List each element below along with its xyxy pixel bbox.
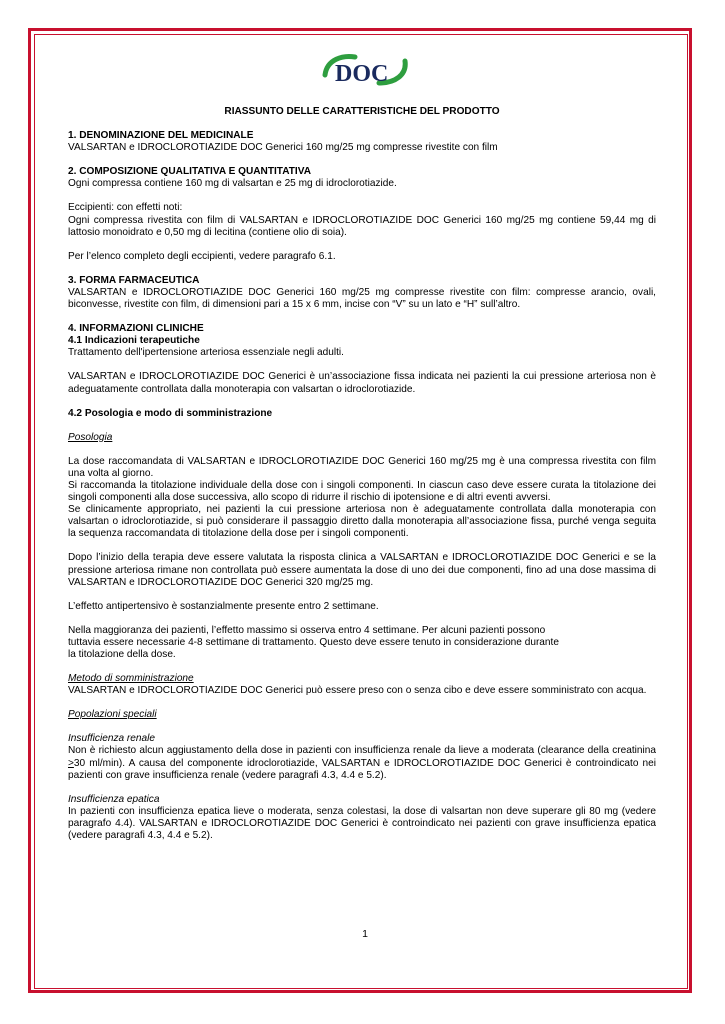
- section-4-1-heading: 4.1 Indicazioni terapeutiche: [68, 335, 200, 347]
- after-start-paragraph: Dopo l’inizio della terapia deve essere valutata la risposta clinica a VALSARTAN e IDROCLOROTIAZIDE DOC Generici e se la pressione arteriosa rimane non controllata può essere aumentata la dose di uno dei due componenti, fino ad una dose massima di VALSARTAN e IDROCLOROTIAZIDE DOC Generici 320 mg/25 mg.: [68, 552, 656, 588]
- logo-text: DOC: [335, 61, 389, 87]
- section-4-2-heading: 4.2 Posologia e modo di somministrazione: [68, 407, 273, 419]
- excipients-reference: Per l’elenco completo degli eccipienti, vedere paragrafo 6.1.: [68, 250, 336, 262]
- administration-heading: Metodo di somministrazione: [68, 673, 194, 685]
- section-2-heading: 2. COMPOSIZIONE QUALITATIVA E QUANTITATIVA: [68, 166, 311, 178]
- majority-line-2: tuttavia essere necessarie 4-8 settimane di trattamento. Questo deve essere tenuto in considerazione durante: [68, 636, 559, 648]
- section-1-text: VALSARTAN e IDROCLOROTIAZIDE DOC Generici 160 mg/25 mg compresse rivestite con film: [68, 142, 498, 154]
- renal-ge-symbol: >: [68, 757, 74, 769]
- special-populations-heading: Popolazioni speciali: [68, 709, 157, 721]
- excipients-text: Ogni compressa rivestita con film di VALSARTAN e IDROCLOROTIAZIDE DOC Generici 160 mg/25 mg contiene 59,44 mg di lattosio monoidrato e 0,50 mg di lecitina (contiene olio di soia).: [68, 214, 656, 238]
- administration-paragraph: VALSARTAN e IDROCLOROTIAZIDE DOC Generici può essere preso con o senza cibo e deve essere somministrato con acqua.: [68, 685, 647, 697]
- section-3-heading: 3. FORMA FARMACEUTICA: [68, 274, 200, 286]
- excipients-label: Eccipienti: con effetti noti:: [68, 202, 183, 214]
- renal-heading: Insufficienza renale: [68, 733, 155, 745]
- posologia-heading: Posologia: [68, 431, 113, 443]
- document-body: [68, 106, 656, 842]
- indications-text-2: VALSARTAN e IDROCLOROTIAZIDE DOC Generici è un’associazione fissa indicata nei pazienti la cui pressione arteriosa non è adeguatamente controllata dalla monoterapia con valsartan o idroclorotiazide.: [68, 371, 656, 395]
- section-4-heading: 4. INFORMAZIONI CLINICHE: [68, 323, 204, 335]
- titration-paragraph: Si raccomanda la titolazione individuale della dose con i singoli componenti. In ciascun caso deve essere curata la titolazione dei singoli componenti alla dose successiva, allo scopo di ridurre il rischio di ipotensione e di altri eventi avversi.: [68, 479, 656, 504]
- clinical-paragraph: Se clinicamente appropriato, nei pazienti la cui pressione arteriosa non è adeguatamente controllata dalla monoterapia con valsartan o idroclorotiazide, si può considerare il passaggio diretto dalla monoterapia all’associazione fissa, purché venga seguita la sequenza raccomandata di titolazione della dose per i singoli componenti.: [68, 504, 656, 540]
- dose-paragraph: La dose raccomandata di VALSARTAN e IDROCLOROTIAZIDE DOC Generici 160 mg/25 mg è una compressa rivestita con film una volta al giorno.: [68, 455, 656, 479]
- section-1-heading: 1. DENOMINAZIONE DEL MEDICINALE: [68, 130, 254, 142]
- renal-text-a: Non è richiesto alcun aggiustamento della dose in pazienti con insufficienza renale da lieve a moderata (clearance della creatinina: [68, 745, 656, 757]
- section-3-text: VALSARTAN e IDROCLOROTIAZIDE DOC Generici 160 mg/25 mg compresse rivestite con film: compresse arancio, ovali, biconvesse, rivestite con film, di dimensioni pari a 15 x 6 mm, incise con “V” su un lato e “H” sull’altro.: [68, 286, 656, 311]
- hepatic-paragraph: In pazienti con insufficienza epatica lieve o moderata, senza colestasi, la dose di valsartan non deve superare gli 80 mg (vedere paragrafo 4.4). VALSARTAN e IDROCLOROTIAZIDE DOC Generici è controindicato nei pazienti con grave insufficienza epatica (vedere paragrafi 4.3, 4.4 e 5.2).: [68, 805, 656, 842]
- renal-text-b: 30 ml/min). A causa del componente idroclorotiazide, VALSARTAN e IDROCLOROTIAZIDE DOC Generici è controindicato nei pazienti con grave insufficienza renale (vedere paragrafi 4.3, 4.4 e 5.2).: [68, 757, 656, 781]
- renal-paragraph: [68, 745, 656, 781]
- majority-line-1: Nella maggioranza dei pazienti, l’effetto massimo si osserva entro 4 settimane. Per alcuni pazienti possono: [68, 624, 546, 636]
- majority-line-3: la titolazione della dose.: [68, 649, 176, 660]
- page-number: 1: [362, 928, 368, 940]
- effect-paragraph: L’effetto antipertensivo è sostanzialmente presente entro 2 settimane.: [68, 600, 379, 612]
- doc-logo: [321, 49, 411, 91]
- section-2-text: Ogni compressa contiene 160 mg di valsartan e 25 mg di idroclorotiazide.: [68, 178, 397, 190]
- document-title: RIASSUNTO DELLE CARATTERISTICHE DEL PRODOTTO: [224, 106, 500, 117]
- hepatic-heading: Insufficienza epatica: [68, 793, 160, 805]
- indications-text: Trattamento dell'ipertensione arteriosa essenziale negli adulti.: [68, 347, 344, 359]
